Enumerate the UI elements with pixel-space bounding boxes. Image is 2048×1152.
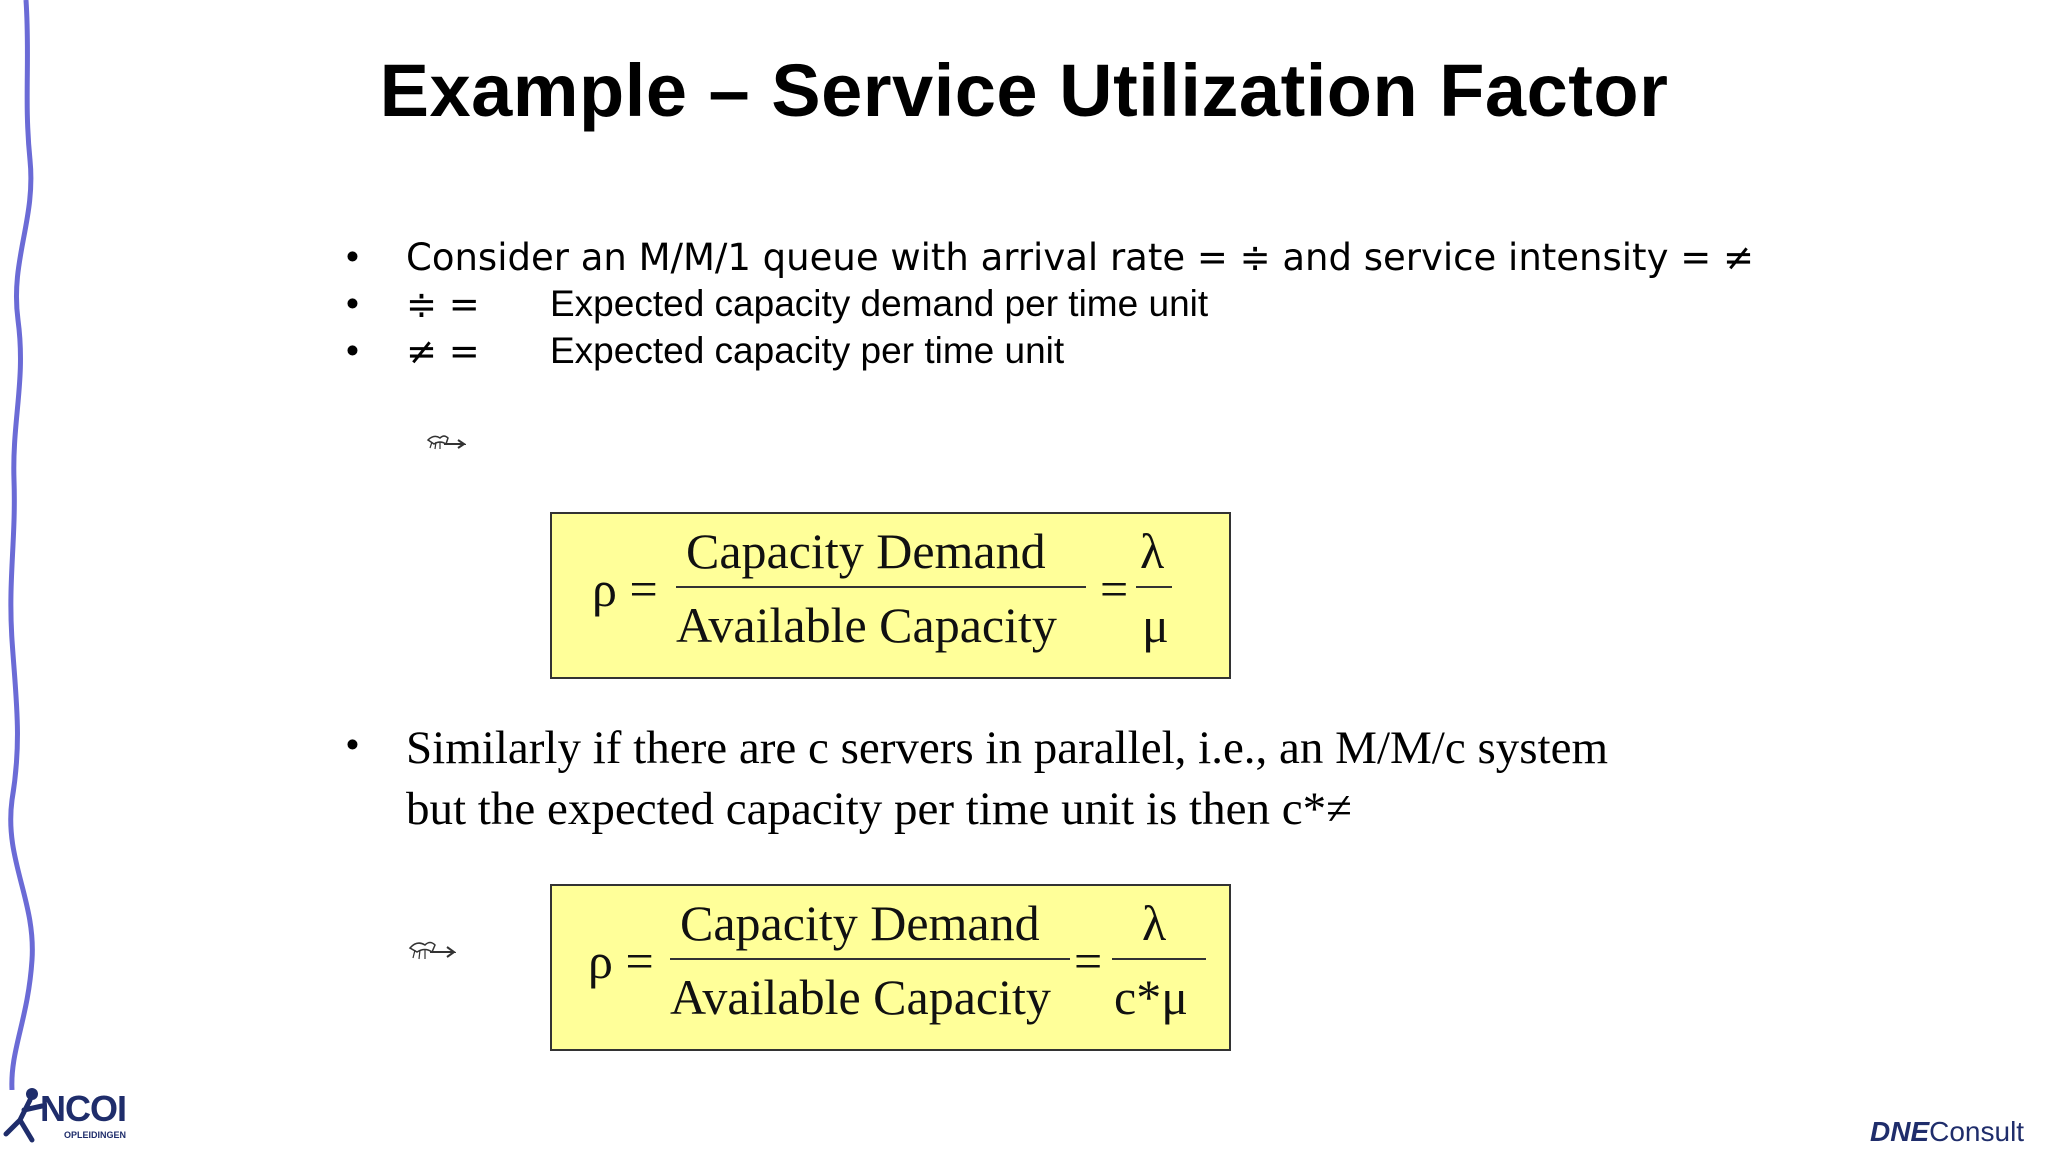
bullet-dot: •	[346, 330, 359, 371]
fraction-bar	[670, 958, 1070, 960]
slide-title: Example – Service Utilization Factor	[379, 49, 1669, 132]
formula-denominator: Available Capacity	[670, 969, 1051, 1025]
formula-mu: μ	[1142, 597, 1169, 653]
fraction-bar	[1136, 586, 1172, 588]
formula-rho: ρ =	[592, 561, 658, 617]
bullet-dot: •	[346, 283, 359, 324]
bullet-dot: •	[346, 236, 359, 277]
formula-box-mmc	[550, 884, 1231, 1051]
bullet-text-line2: but the expected capacity per time unit is then c*≠	[406, 783, 1352, 835]
formula-equals: =	[1074, 933, 1103, 989]
bullet-symbol: ≑ =	[406, 283, 480, 326]
bullet-text-line1: Similarly if there are c servers in parallel, i.e., an M/M/c system	[406, 722, 1609, 774]
bullet-symbol: ≠ =	[406, 330, 480, 373]
formula-numerator: Capacity Demand	[680, 895, 1040, 951]
ncoi-logo	[0, 1080, 130, 1152]
formula-box-mm1	[550, 512, 1231, 679]
bullet-text: Expected capacity per time unit	[550, 330, 1065, 371]
formula-c-mu: c*μ	[1114, 969, 1188, 1025]
dne-logo-brand: DNE	[1870, 1116, 1930, 1147]
bullet-text: Consider an M/M/1 queue with arrival rate = ≑ and service intensity = ≠	[406, 236, 1754, 279]
dne-logo-word: Consult	[1929, 1116, 2025, 1147]
ncoi-logo-subtext: OPLEIDINGEN	[64, 1130, 127, 1140]
wing-icon	[408, 938, 456, 964]
decorative-side-line	[0, 0, 60, 1090]
bullet-text: Expected capacity demand per time unit	[550, 283, 1209, 324]
wing-icon	[426, 432, 466, 454]
bullet-dot: •	[346, 724, 359, 765]
dne-consult-logo	[1870, 1116, 2048, 1152]
formula-lambda: λ	[1142, 895, 1167, 951]
formula-denominator: Available Capacity	[676, 597, 1057, 653]
formula-lambda: λ	[1140, 523, 1165, 579]
formula-numerator: Capacity Demand	[686, 523, 1046, 579]
ncoi-logo-text: NCOI	[40, 1088, 126, 1129]
fraction-bar	[676, 586, 1086, 588]
formula-rho: ρ =	[588, 933, 654, 989]
fraction-bar	[1112, 958, 1206, 960]
formula-equals: =	[1100, 561, 1129, 617]
